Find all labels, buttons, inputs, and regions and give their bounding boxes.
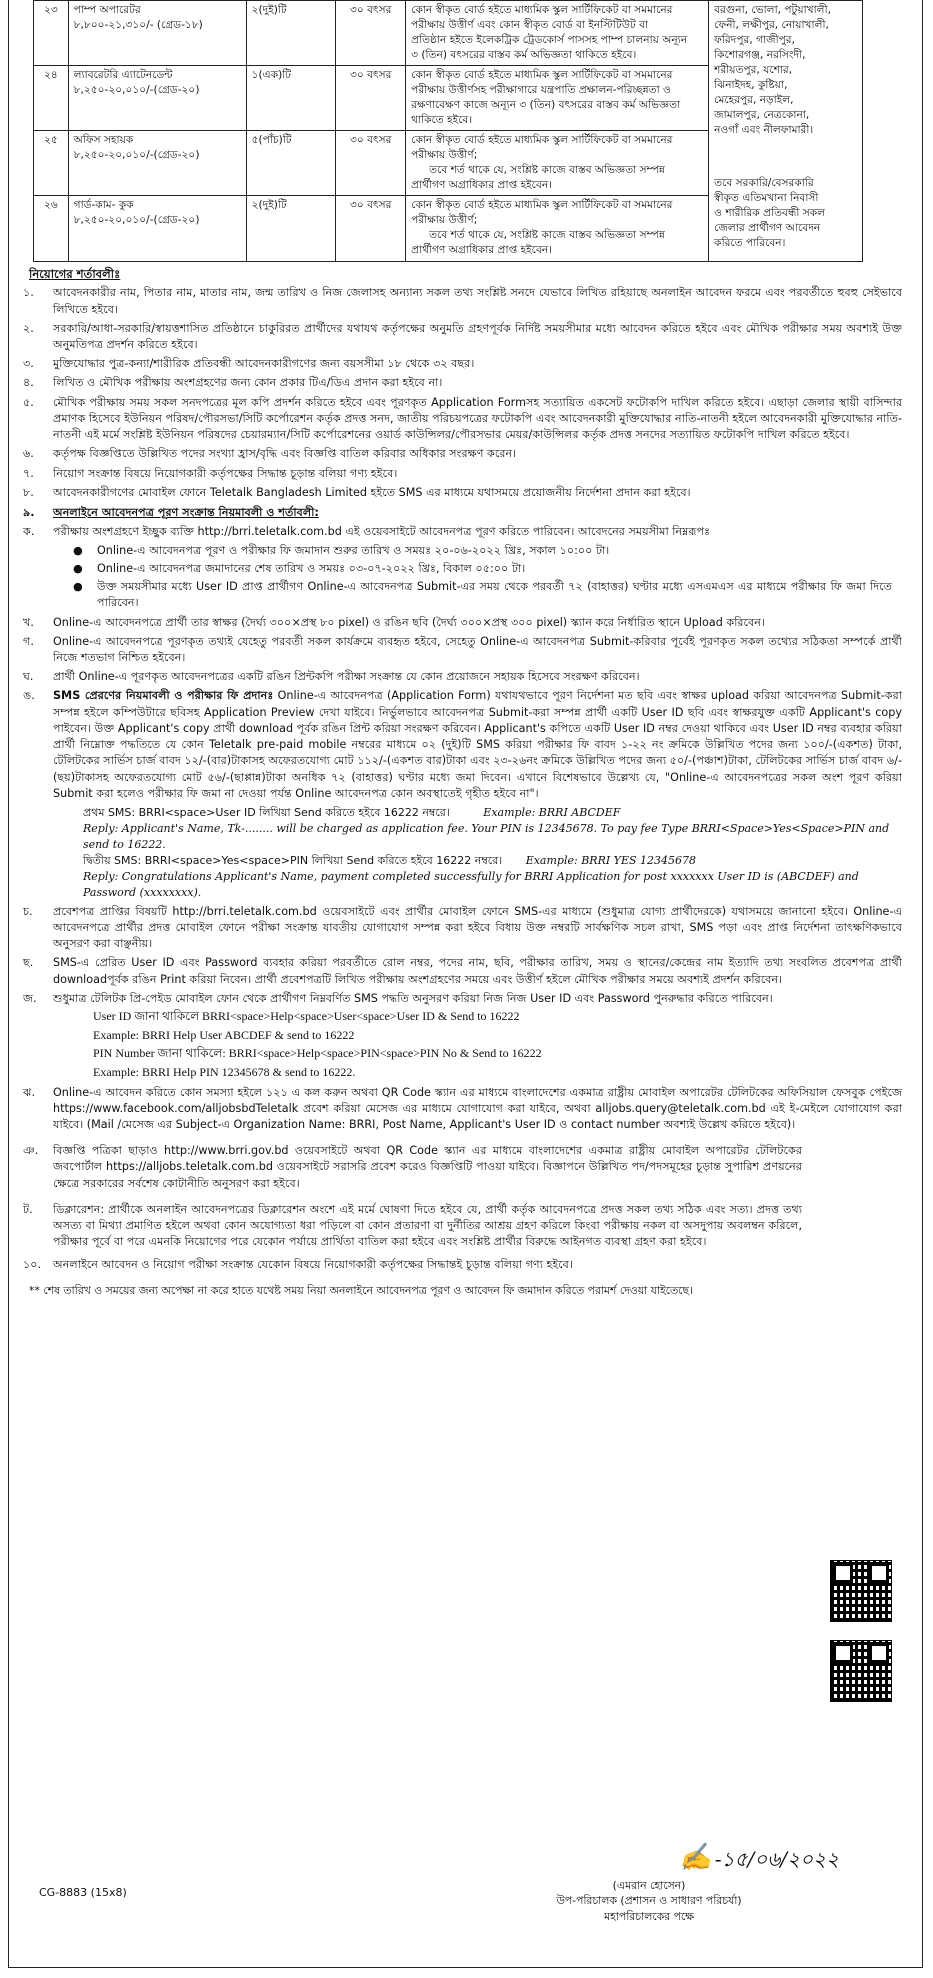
post-name-cell: অফিস সহায়ক ৮,২৫০-২০,০১০/-(গ্রেড-২০) [68, 131, 246, 196]
sms-fee-heading: SMS প্রেরণের নিয়মাবলী ও পরীক্ষার ফি প্রদানঃ [53, 689, 274, 703]
online-section [23, 505, 902, 521]
sms-instructions: প্রথম SMS: BRRI<space>User ID লিখিয়া Send করিতে হইবে 16222 নম্বরে। Example: BRRI ABCDEF Reply: Applicant's Name, Tk-........ will be charged as application fee. Your PIN is 12345678. To pay fee Type BRRI<Space>Yes<Space>PIN and send to 16222. দ্বিতীয় SMS: BRRI<space>Yes<space>PIN লিখিয়া Send করিতে হইবে 16222 নম্বরে। Example: BRRI YES 12345678 Reply: Congratulations Applicant's Name, payment completed successfully for BRRI Application for post xxxxxxx User ID is (ABCDEF) and Password (xxxxxxxx). [83, 806, 890, 899]
post-name-cell: গার্ড-কাম- কুক ৮,২৫০-২০,০১০/-(গ্রেড-২০) [68, 196, 246, 261]
clause-ta: ট. ডিক্লারেশন: প্রার্থীকে অনলাইন আবেদনপত্রের ডিক্লারেশন অংশে এই মর্মে ঘোষণা দিতে হইবে যে, প্রার্থী কর্তৃক আবেদনপত্রে প্রদত্ত সকল তথ্য সঠিক এবং সত্য। প্রদত্ত তথ্য অসত্য বা মিথ্যা প্রমাণিত হইলে অথবা কোন অযোগ্যতা ধরা পড়িলে বা কোন প্রতারণা বা দুর্নীতির আশ্রয় গ্রহণ করিলে কিংবা পরীক্ষায় নকল বা অসদুপায় অবলম্বন করিলে, পরীক্ষার পূর্বে বা পরে এমনকি নিয়োগের পরে যেকোন পর্যায়ে প্রার্থিতা বাতিল করা হইবে এবং সংশ্লিষ্ট প্রার্থীর বিরুদ্ধে আইনগত ব্যবস্থা গ্রহণ করা হইবে। [23, 1202, 802, 1249]
post-number: ২৩ [34, 1, 69, 66]
clause-gha: ঘ. প্রার্থী Online-এ পূরণকৃত আবেদনপত্রের একটি রঙিন প্রিন্টকপি পরীক্ষা সংক্রান্ত যে কোন প্রয়োজনে সহায়ক হিসেবে সংরক্ষণ করিবেন। [23, 670, 640, 684]
post-age-limit: ৩০ বৎসর [336, 131, 406, 196]
bullet-icon: ● [73, 580, 83, 594]
clause-uo: ঙ. SMS প্রেরণের নিয়মাবলী ও পরীক্ষার ফি প্রদানঃ Online-এ আবেদনপত্র (Application Form) যথাযথভাবে পূরণ নির্দেশনা মত ছবি এবং স্বাক্ষর upload করিয়া আবেদনপত্র Submit-করা সম্পন্ন হইলে কম্পিউটারে ছবিসহ Application Preview দেখা যাইবে। নির্ভুলভাবে আবেদনপত্র Submit-করা সম্পন্ন প্রার্থী একটি User ID ছবি এবং স্বাক্ষরযুক্ত একটি Applicant's copy পাইবেন। উক্ত Applicant's copy প্রার্থী download পূর্বক রঙিন প্রিন্ট করিয়া সংরক্ষণ করিবেন। Applicant's কপিতে একটি User ID নম্বর দেওয়া থাকিবে এবং User ID নম্বর ব্যবহার করিয়া প্রার্থী নিম্নোক্ত পদ্ধতিতে যে কোন Teletalk pre-paid mobile নম্বরের মাধ্যমে ০২ (দুই)টি SMS করিয়া পরীক্ষার ফি বাবদ ১-২২ নং ক্রমিকে উল্লিখিত পদের জন্য ১০০/-(একশত) টাকা, টেলিটকের সার্ভিস চার্জ বাবদ ১২/-(বার)টাকাসহ অফেরতযোগ্য মোট ১১২/-(একশত বার)টাকা এবং ২৩-২৬নং ক্রমিকে উল্লিখিত পদের জন্য ৫০/-(পঞ্চাশ)টাকা, টেলিটকের সার্ভিস চার্জ বাবদ ৬/-(ছয়)টাকাসহ অফেরতযোগ্য মোট ৫৬/-(ছাপ্পান্ন)টাকা অনধিক ৭২ (বাহাত্তর) ঘণ্টার মধ্যে জমা দিবেন। এখানে বিশেষভাবে উল্লেখ্য যে, "Online-এ আবেদনপত্রের সকল অংশ পূরণ করিয়া Submit করা হলেও পরীক্ষার ফি জমা না দেওয়া পর্যন্ত Online আবেদনপত্র কোন অবস্থাতেই গৃহীত হইবে না"। [23, 689, 902, 800]
clause-chha: ছ. SMS-এ প্রেরিত User ID এবং Password ব্যবহার করিয়া পরবর্তীতে রোল নম্বর, পদের নাম, ছবি, পরীক্ষার তারিখ, সময় ও স্থানের/কেন্দ্রের নাম ইত্যাদি তথ্য সংবলিত প্রবেশপত্র প্রার্থী downloadপূর্বক রঙিন Print করিয়া নিবেন। প্রার্থী প্রবেশপত্রটি লিখিত পরীক্ষায় অংশগ্রহণের সময়ে এবং উত্তীর্ণ হইলে মৌখিক পরীক্ষার সময়ে অবশ্যই প্রদর্শন করিবেন। [23, 956, 902, 986]
post-age-limit: ৩০ বৎসর [336, 1, 406, 66]
condition-item: ৩. মুক্তিযোদ্ধার পুত্র-কন্যা/শারীরিক প্রতিবন্ধী আবেদনকারীগণের জন্য বয়সসীমা ১৮ থেকে ৩২ বছর। [23, 357, 475, 371]
condition-item: ৫. মৌখিক পরীক্ষায় সময় সকল সনদপত্রের মূল কপি প্রদর্শন করিতে হইবে এবং পূরণকৃত Application Formসহ সত্যায়িত একসেট ফটোকপি দাখিল করিতে হইবে। এছাড়া জেলার স্থায়ী বাসিন্দার প্রমাণক হিসেবে ইউনিয়ন পরিষদ/পৌরসভা/সিটি কর্পোরেশন কর্তৃক প্রদত্ত সনদ, জাতীয় পরিচয়পত্রের ফটোকপি এবং আবেদনকারী মুক্তিযোদ্ধার নাতি-নাতনী হইলে আবেদনকারী মুক্তিযোদ্ধার নাতি-নাতনী এই মর্মে সংশ্লিষ্ট ইউনিয়ন পরিষদের চেয়ারম্যান/সিটি কর্পোরেশনের ওয়ার্ড কাউন্সিলর/পৌরসভার মেয়র/কাউন্সিলর কর্তৃক প্রদত্ত সনদের সত্যায়িত ফটোকপি দাখিল করিতে হইবে। [23, 395, 902, 442]
conditions-list [9, 285, 922, 501]
condition-item: ১. আবেদনকারীর নাম, পিতার নাম, মাতার নাম, জন্ম তারিখ ও নিজ জেলাসহ অন্যান্য সকল তথ্য সংশ্লিষ্ট সনদে যেভাবে লিখিত রহিয়াছে অনলাইন আবেদন ফরমে এবং পরবর্তীতে হুবহু সেইভাবে লিখিতে হইবে। [23, 286, 902, 316]
recovery-line: Example: BRRI Help PIN 12345678 & send to 16222. [93, 1064, 356, 1079]
signer-designation: উপ-পরিচালক (প্রশাসন ও সাধারণ পরিচর্যা) [556, 1894, 742, 1908]
district-eligibility: বরগুনা, ভোলা, পটুয়াখালী, ফেনী, লক্ষীপুর, নোয়াখালী, ফরিদপুর, গাজীপুর, কিশোরগঞ্জ, নরসিংদী, শরীয়তপুর, যশোর, ঝিনাইদহ, কুষ্টিয়া, মেহেরপুর, নড়াইল, জামালপুর, নেত্রকোনা, নওগাঁ এবং নীলফামারী। তবে সরকারি/বেসরকারি স্বীকৃত এতিমখানা নিবাসী ও শারীরিক প্রতিবন্ধী সকল জেলার প্রার্থীগণ আবেদন করিতে পারিবেন। [709, 1, 863, 262]
condition-item: ৮. আবেদনকারীগণের মোবাইল ফোনে Teletalk Bangladesh Limited হইতে SMS এর মাধ্যমে যথাসময়ে প্রয়োজনীয় নির্দেশনা প্রদান করা হইবে। [23, 485, 691, 499]
signature-icon: ✍ [677, 1841, 713, 1875]
document-page [8, 0, 923, 1968]
advice-note: ** শেষ তারিখ ও সময়ের জন্য অপেক্ষা না করে হাতে যথেষ্ট সময় নিয়া অনলাইনে আবেদনপত্র পূরণ ও আবেদন ফি জমাদান করিতে পরামর্শ দেওয়া যাইতেছে। [29, 1283, 693, 1297]
bullet-icon: ● [73, 543, 83, 557]
recovery-commands [93, 1007, 922, 1081]
post-count: ১(এক)টি [246, 66, 336, 131]
clause-ten: ১০. অনলাইনে আবেদন ও নিয়োগ পরীক্ষা সংক্রান্ত যেকোন বিষয়ে নিয়োগকারী কর্তৃপক্ষের সিদ্ধান্তই চূড়ান্ত বলিয়া গণ্য হইবে। [23, 1257, 573, 1271]
post-qualification: কোন স্বীকৃত বোর্ড হইতে মাধ্যমিক স্কুল সার্টিফিকেট বা সমমানের পরীক্ষায় উত্তীর্ণ; তবে শর্ত থাকে যে, সংশ্লিষ্ট কাজে বাস্তব অভিজ্ঞতা সম্পন্ন প্রার্থীগণ অগ্রাধিকার প্রাপ্ত হইবেন। [406, 131, 709, 196]
recovery-line: PIN Number জানা থাকিলে: BRRI<space>Help<space>PIN<space>PIN No & Send to 16222 [93, 1046, 542, 1061]
post-name-cell: পাম্প অপারেটর ৮,৮০০-২১,৩১০/- (গ্রেড-১৮) [68, 1, 246, 66]
bullet-icon: ● [73, 561, 83, 575]
recovery-line: User ID জানা থাকিলে BRRI<space>Help<space>User<space>User ID & Send to 16222 [93, 1009, 520, 1024]
clause-cha: চ. প্রবেশপত্র প্রাপ্তির বিষয়টি http://brri.teletalk.com.bd ওয়েবসাইটে এবং প্রার্থীর মোবাইল ফোনে SMS-এর মাধ্যমে (শুধুমাত্র যোগ্য প্রার্থীদেরকে) যথাসময়ে জানানো হইবে। Online-এ আবেদনপত্রে প্রার্থীর প্রদত্ত মোবাইল ফোনে পরীক্ষা সংক্রান্ত যাবতীয় যোগাযোগ সম্পন্ন করা হইবে বিধায় উক্ত নম্বরটি সার্বক্ষণিক সচল রাখা, SMS পড়া এবং প্রাপ্ত নির্দেশনা তাৎক্ষণিকভাবে অনুসরণ করা বাঞ্ছনীয়। [23, 904, 902, 951]
post-count: ২(দুই)টি [246, 196, 336, 261]
sms-fee-text: Online-এ আবেদনপত্র (Application Form) যথাযথভাবে পূরণ নির্দেশনা মত ছবি এবং স্বাক্ষর upload করিয়া আবেদনপত্র Submit-করা সম্পন্ন হইলে কম্পিউটারে ছবিসহ Application Preview দেখা যাইবে। নির্ভুলভাবে আবেদনপত্র Submit-করা সম্পন্ন প্রার্থী একটি User ID ছবি এবং স্বাক্ষরযুক্ত একটি Applicant's copy পাইবেন। উক্ত Applicant's copy প্রার্থী download পূর্বক রঙিন প্রিন্ট করিয়া সংরক্ষণ করিবেন। Applicant's কপিতে একটি User ID নম্বর দেওয়া থাকিবে এবং User ID নম্বর ব্যবহার করিয়া প্রার্থী নিম্নোক্ত পদ্ধতিতে যে কোন Teletalk pre-paid mobile নম্বরের মাধ্যমে ০২ (দুই)টি SMS করিয়া পরীক্ষার ফি বাবদ ১-২২ নং ক্রমিকে উল্লিখিত পদের জন্য ১০০/-(একশত) টাকা, টেলিটকের সার্ভিস চার্জ বাবদ ১২/-(বার)টাকাসহ অফেরতযোগ্য মোট ১১২/-(একশত বার)টাকা এবং ২৩-২৬নং ক্রমিকে উল্লিখিত পদের জন্য ৫০/-(পঞ্চাশ)টাকা, টেলিটকের সার্ভিস চার্জ বাবদ ৬/-(ছয়)টাকাসহ অফেরতযোগ্য মোট ৫৬/-(ছাপ্পান্ন)টাকা অনধিক ৭২ (বাহাত্তর) ঘণ্টার মধ্যে জমা দিবেন। এখানে বিশেষভাবে উল্লেখ্য যে, "Online-এ আবেদনপত্রের সকল অংশ পূরণ করিয়া Submit করা হলেও পরীক্ষার ফি জমা না দেওয়া পর্যন্ত Online আবেদনপত্র কোন অবস্থাতেই গৃহীত হইবে না"। [53, 689, 902, 800]
signer-on-behalf: মহাপরিচালকের পক্ষে [604, 1909, 694, 1923]
deadline-bullet: ● Online-এ আবেদনপত্র জমাদানের শেষ তারিখ ও সময়ঃ ০৩-০৭-২০২২ খ্রিঃ, বিকাল ০৫:০০ টা। [73, 561, 892, 577]
post-qualification: কোন স্বীকৃত বোর্ড হইতে মাধ্যমিক স্কুল সার্টিফিকেট বা সমমানের পরীক্ষায় উত্তীর্ণসহ পরীক্ষাগারে যন্ত্রপাতি প্রক্ষালন-পরিচ্ছন্নতা ও রক্ষণাবেক্ষণ কাজে অন্যূন ৩ (তিন) বৎসরের বাস্তব কর্ম অভিজ্ঞতা থাকিতে হইবে। [406, 66, 709, 131]
clause-ja: জ. শুধুমাত্র টেলিটক প্রি-পেইড মোবাইল ফোন থেকে প্রার্থীগণ নিম্নবর্ণিত SMS পদ্ধতি অনুসরণ করিয়া নিজ নিজ User ID এবং Password পুনরুদ্ধার করিতে পারিবেন। [23, 991, 773, 1005]
post-age-limit: ৩০ বৎসর [336, 66, 406, 131]
deadline-bullets [9, 543, 922, 612]
conditions-title: নিয়োগের শর্তাবলীঃ [29, 266, 121, 281]
post-qualification: কোন স্বীকৃত বোর্ড হইতে মাধ্যমিক স্কুল সার্টিফিকেট বা সমমানের পরীক্ষায় উত্তীর্ণ এবং কোন স্বীকৃত বোর্ড বা ইনস্টিটিউট বা প্রতিষ্ঠান হইতে ইলেকট্রিক ট্রেডকোর্স পাসসহ পাম্প চালনায় অন্যূন ৩ (তিন) বৎসরের বাস্তব কর্ম অভিজ্ঞতা থাকিতে হইবে। [406, 1, 709, 66]
clause-ka: ক. পরীক্ষায় অংশগ্রহণে ইচ্ছুক ব্যক্তি http://brri.teletalk.com.bd এই ওয়েবসাইটে আবেদনপত্র পূরণ করিতে পারিবেন। আবেদনের সময়সীমা নিম্নরূপঃ [23, 525, 711, 539]
online-title: অনলাইনে আবেদনপত্র পূরণ সংক্রান্ত নিয়মাবলী ও শর্তাবলী: [53, 506, 319, 520]
post-name-cell: ল্যাবরেটরি এ্যাটেনডেন্ট ৮,২৫০-২০,০১০/-(গ্রেড-২০) [68, 66, 246, 131]
recovery-line: Example: BRRI Help User ABCDEF & send to 16222 [93, 1027, 355, 1042]
post-count: ২(দুই)টি [246, 1, 336, 66]
post-qualification: কোন স্বীকৃত বোর্ড হইতে মাধ্যমিক স্কুল সার্টিফিকেট বা সমমানের পরীক্ষায় উত্তীর্ণ; তবে শর্ত থাকে যে, সংশ্লিষ্ট কাজে বাস্তব অভিজ্ঞতা সম্পন্ন প্রার্থীগণ অগ্রাধিকার প্রাপ্ত হইবেন। [406, 196, 709, 261]
post-number: ২৪ [34, 66, 69, 131]
post-age-limit: ৩০ বৎসর [336, 196, 406, 261]
condition-item: ৭. নিয়োগ সংক্রান্ত বিষয়ে নিয়োগকারী কর্তৃপক্ষের সিদ্ধান্ত চূড়ান্ত বলিয়া গণ্য হইবে। [23, 466, 398, 480]
clause-ga: গ. Online-এ আবেদনপত্রে পূরণকৃত তথ্যই যেহেতু পরবর্তী সকল কার্যক্রমে ব্যবহৃত হইবে, সেহেতু Online-এ আবেদনপত্র Submit-করিবার পূর্বেই পূরণকৃত সকল তথ্যের সঠিকতা সম্পর্কে প্রার্থী নিজে শতভাগ নিশ্চিত হইবেন। [23, 634, 902, 664]
condition-item: ৪. লিখিত ও মৌখিক পরীক্ষায় অংশগ্রহণের জন্য কোন প্রকার টিএ/ডিএ প্রদান করা হইবে না। [23, 376, 443, 390]
online-num: ৯. [23, 506, 35, 520]
post-number: ২৫ [34, 131, 69, 196]
signature-date: -১৫/০৬/২০২২ [714, 1847, 839, 1871]
post-row [34, 1, 863, 66]
clause-jha: ঝ. Online-এ আবেদন করিতে কোন সমস্যা হইলে ১২১ এ কল করুন অথবা QR Code স্ক্যান এর মাধ্যমে বাংলাদেশের একমাত্র রাষ্ট্রীয় মোবাইল অপারেটর টেলিটকের অফিসিয়াল ফেসবুক পেইজে https://www.facebook.com/alljobsbdTeletalk প্রবেশ করিয়া মেসেজ এর মাধ্যমে যোগাযোগ করা যাইবে, অথবা alljobs.query@teletalk.com.bd এই ই-মেইলে যোগাযোগ করা যাইবে। (Mail /মেসেজ এর Subject-এ Organization Name: BRRI, Post Name, Applicant's User ID ও contact number অবশ্যই উল্লেখ করিতে হইবে)। [23, 1085, 902, 1131]
signature-block [409, 1840, 889, 1925]
posts-table [33, 0, 863, 262]
condition-item: ৬. কর্তৃপক্ষ বিজ্ঞপ্তিতে উল্লিখিত পদের সংখ্যা হ্রাস/বৃদ্ধি এবং বিজ্ঞপ্তি বাতিল করিবার অধিকার সংরক্ষণ করেন। [23, 447, 517, 461]
post-count: ৫(পাঁচ)টি [246, 131, 336, 196]
post-number: ২৬ [34, 196, 69, 261]
condition-item: ২. সরকারি/আধা-সরকারি/স্বায়ত্তশাসিত প্রতিষ্ঠানে চাকুরিরত প্রার্থীদের যথাযথ কর্তৃপক্ষের অনুমতি গ্রহণপূর্বক নির্দিষ্ট সময়সীমার মধ্যে আবেদন করিতে হইবে এবং মৌখিক পরীক্ষার সময় অবশ্যই উক্ত অনুমতিপত্র প্রদর্শন করিতে হইবে। [23, 321, 902, 351]
clause-kha: খ. Online-এ আবেদনপত্রে প্রার্থী তার স্বাক্ষর (দৈর্ঘ্য ৩০০×প্রস্থ ৮০ pixel) ও রঙিন ছবি (দৈর্ঘ্য ৩০০×প্রস্থ ৩০০ pixel) স্ক্যান করে নির্ধারিত স্থানে Upload করিবেন। [23, 615, 765, 629]
signer-name: (এমরান হোসেন) [612, 1878, 686, 1892]
ad-code: CG-8883 (15x8) [39, 1886, 127, 1899]
qr-code-website [830, 1560, 892, 1622]
qr-code-facebook [830, 1640, 892, 1702]
clause-nya: ঞ. বিজ্ঞপ্তি পত্রিকা ছাড়াও http://www.brri.gov.bd ওয়েবসাইটে অথবা QR Code স্ক্যান এর মাধ্যমে বাংলাদেশের একমাত্র রাষ্ট্রীয় মোবাইল অপারেটর টেলিটকের জবপোর্টাল https://alljobs.teletalk.com.bd ওয়েবসাইটে সরাসরি প্রবেশ করেও বিজ্ঞপ্তিটি পাওয়া যাইবে। বিজ্ঞাপনে উল্লিখিত পদ/পদসমূহের চূড়ান্ত সুপারিশ প্রণয়নের ক্ষেত্রে সরকারের সর্বশেষ কোটানীতি অনুসরণ করা হইবে। [23, 1144, 802, 1190]
deadline-bullet: ● উক্ত সময়সীমার মধ্যে User ID প্রাপ্ত প্রার্থীগণ Online-এ আবেদনপত্র Submit-এর সময় থেকে পরবর্তী ৭২ (বাহাত্তর) ঘণ্টার মধ্যে এসএমএস এর মাধ্যমে পরীক্ষার ফি জমা দিতে পারিবেন। [73, 579, 892, 611]
deadline-bullet: ● Online-এ আবেদনপত্র পূরণ ও পরীক্ষার ফি জমাদান শুরুর তারিখ ও সময়ঃ ২০-০৬-২০২২ খ্রিঃ, সকাল ১০:০০ টা। [73, 543, 892, 559]
